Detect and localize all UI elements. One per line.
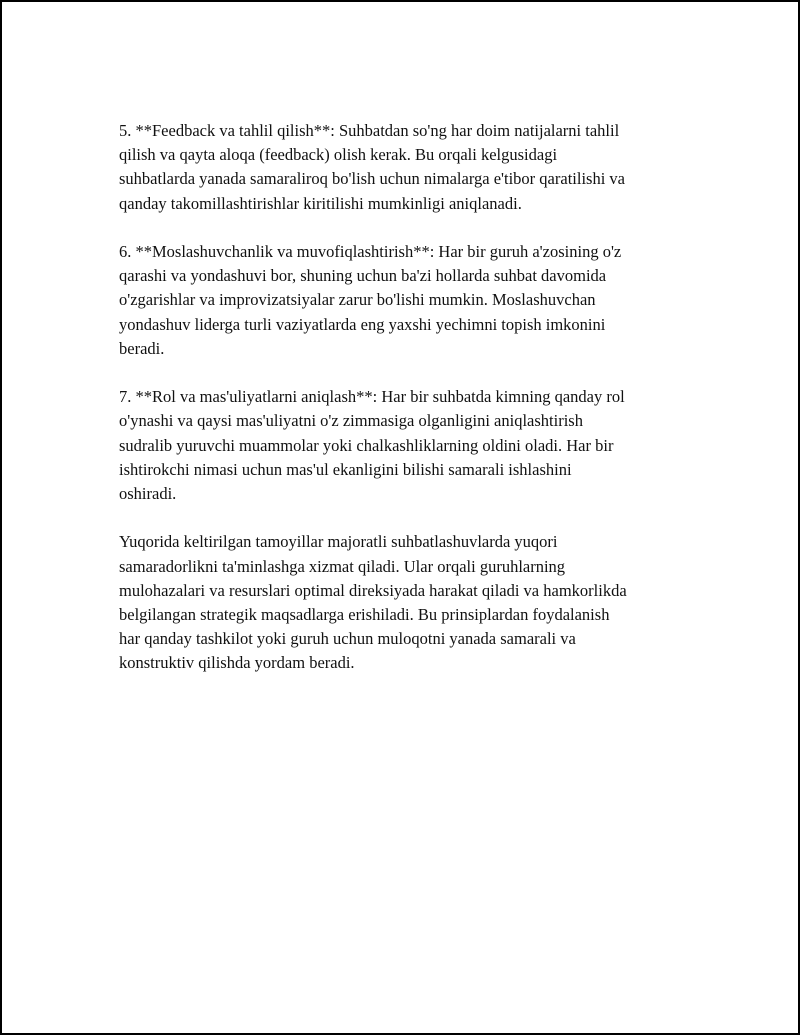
paragraph-flexibility: 6. **Moslashuvchanlik va muvofiqlashtirish**: Har bir guruh a'zosining o'z qarashi va yondashuvi bor, shuning uchun ba'zi hollarda suhbat davomida o'zgarishlar va improvizatsiyalar zarur bo'lishi mumkin. Moslashuvchan yondashuv liderga turli vaziyatlarda eng yaxshi yechimni topish imkonini beradi. [119,242,622,358]
paragraph-conclusion: Yuqorida keltirilgan tamoyillar majoratli suhbatlashuvlarda yuqori samaradorlikni ta'minlashga xizmat qiladi. Ular orqali guruhlarning mulohazalari va resurslari optimal direksiyada harakat qiladi va hamkorlikda belgilangan strategik maqsadlarga erishiladi. Bu prinsiplardan foydalanish har qanday tashkilot yoki guruh uchun muloqotni yanada samarali va konstruktiv qilishda yordam beradi. [119,532,627,673]
paragraph-roles: 7. **Rol va mas'uliyatlarni aniqlash**: Har bir suhbatda kimning qanday rol o'ynashi va qaysi mas'uliyatni o'z zimmasiga olganligini aniqlashtirish sudralib yuruvchi muammolar yoki chalkashliklarning oldini oladi. Har bir ishtirokchi nimasi uchun mas'ul ekanligini bilishi samarali ishlashini oshiradi. [119,387,625,504]
document-body [119,119,691,700]
paragraph-feedback: 5. **Feedback va tahlil qilish**: Suhbatdan so'ng har doim natijalarni tahlil qilish va qayta aloqa (feedback) olish kerak. Bu orqali kelgusidagi suhbatlarda yanada samaraliroq bo'lish uchun nimalarga e'tibor qaratilishi va qanday takomillashtirishlar kiritilishi mumkinligi aniqlanadi. [119,121,625,213]
